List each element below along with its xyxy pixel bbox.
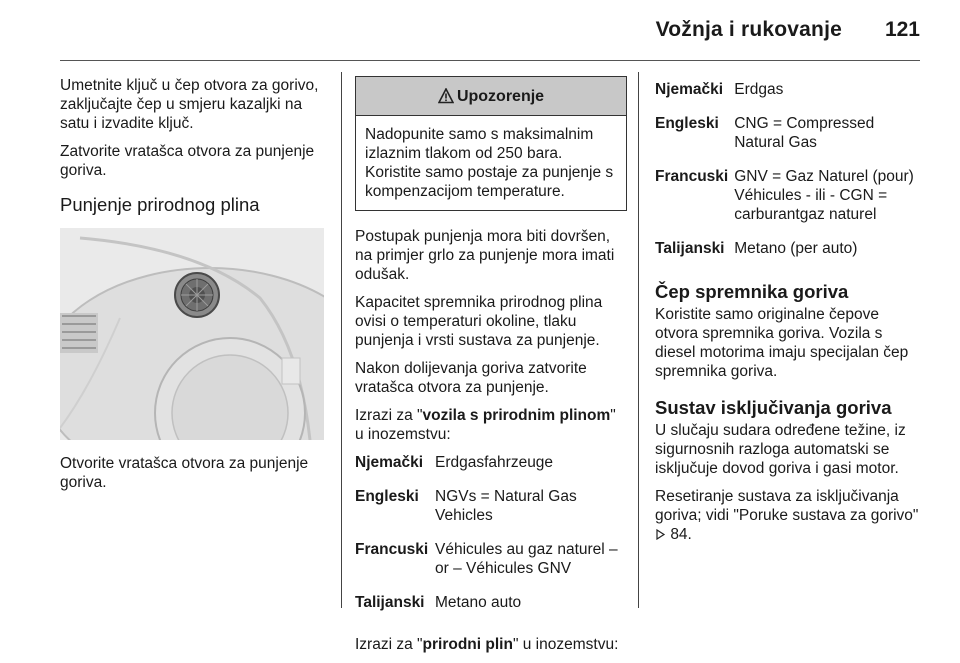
header-divider [60, 60, 920, 61]
table-row [355, 540, 627, 593]
page-header [0, 0, 960, 62]
hose-section [60, 313, 98, 353]
left-column [60, 76, 332, 501]
language-label: Njemački [655, 81, 724, 98]
language-label: Francuski [355, 541, 429, 558]
table-row [355, 453, 627, 487]
section-heading: Punjenje prirodnog plina [60, 194, 260, 215]
language-label: Talijanski [655, 240, 725, 257]
paragraph: Kapacitet spremnika prirodnog plina ovisi o temperaturi okoline, tlaku punjenja i vrsti sustava za punjenje. [355, 294, 603, 349]
paragraph: Umetnite ključ u čep otvora za gorivo, zaključajte čep u smjeru kazaljki na satu i izvadite ključ. [60, 77, 319, 132]
table-row [355, 593, 627, 627]
term-table-vehicles [355, 453, 627, 627]
paragraph: Postupak punjenja mora biti dovršen, na primjer grlo za punjenje mora imati odušak. [355, 228, 615, 283]
page-reference-link[interactable]: 84. [670, 526, 692, 543]
warning-title: Upozorenje [456, 87, 545, 105]
column-divider-1 [341, 72, 342, 608]
paragraph [355, 635, 627, 654]
table-row [655, 114, 923, 167]
page-reference-arrow-icon [655, 529, 666, 540]
page-number: 121 [884, 18, 920, 41]
bold-term: prirodni plin [422, 636, 513, 653]
right-column [655, 76, 923, 553]
language-label: Engleski [655, 115, 719, 132]
paragraph: Nakon dolijevanja goriva zatvorite vratašca otvora za punjenje. [355, 360, 587, 396]
term-value: Erdgasfahrzeuge [435, 454, 554, 471]
text-run: " u inozemstvu: [512, 636, 619, 653]
warning-header [356, 77, 626, 116]
table-row [355, 487, 627, 540]
term-value: NGVs = Natural Gas Vehicles [435, 488, 577, 524]
column-divider-2 [638, 72, 639, 608]
paragraph [655, 487, 923, 544]
warning-box [355, 76, 627, 211]
text-run: Izrazi za " [355, 407, 423, 424]
language-label: Francuski [655, 168, 729, 185]
paragraph [355, 406, 627, 444]
table-row [655, 167, 923, 239]
paragraph: Koristite samo originalne čepove otvora spremnika goriva. Vozila s diesel motorima imaju specijalan čep spremnika goriva. [655, 306, 909, 380]
text-run: Resetiranje sustava za isključivanja goriva; vidi "Poruke sustava za gorivo" [655, 488, 919, 524]
language-label: Engleski [355, 488, 419, 505]
term-value: GNV = Gaz Naturel (pour) Véhicules - ili - CGN = carburantgaz naturel [734, 168, 914, 223]
section-heading: Čep spremnika goriva [655, 281, 849, 302]
table-row [655, 80, 923, 114]
fuel-filler-illustration [60, 228, 324, 440]
bold-term: vozila s prirodnim plinom [422, 407, 611, 424]
term-value: Metano (per auto) [734, 240, 858, 257]
term-table-gas [655, 80, 923, 273]
cng-nozzle [175, 273, 219, 317]
middle-column [355, 76, 627, 663]
language-label: Njemački [355, 454, 424, 471]
term-value: Metano auto [435, 594, 522, 611]
section-title: Vožnja i rukovanje [655, 18, 842, 41]
table-row [655, 239, 923, 273]
warning-triangle-icon [438, 88, 454, 104]
section-heading: Sustav isključivanja goriva [655, 397, 892, 418]
term-value: CNG = Compressed Natural Gas [734, 115, 875, 151]
term-value: Véhicules au gaz naturel – or – Véhicules GNV [435, 541, 618, 577]
warning-text: Nadopunite samo s maksimalnim izlaznim tlakom od 250 bara. Koristite samo postaje za punjenje s kompenzacijom temperature. [365, 126, 614, 200]
paragraph: U slučaju sudara određene težine, iz sigurnosnih razloga automatski se isključuje dovod goriva i gasi motor. [655, 422, 906, 477]
paragraph: Otvorite vratašca otvora za punjenje goriva. [60, 455, 309, 491]
paragraph: Zatvorite vratašca otvora za punjenje goriva. [60, 143, 315, 179]
text-run: " u inozemstvu: [355, 407, 616, 443]
text-run: Izrazi za " [355, 636, 423, 653]
language-label: Talijanski [355, 594, 425, 611]
term-value: Erdgas [734, 81, 784, 98]
